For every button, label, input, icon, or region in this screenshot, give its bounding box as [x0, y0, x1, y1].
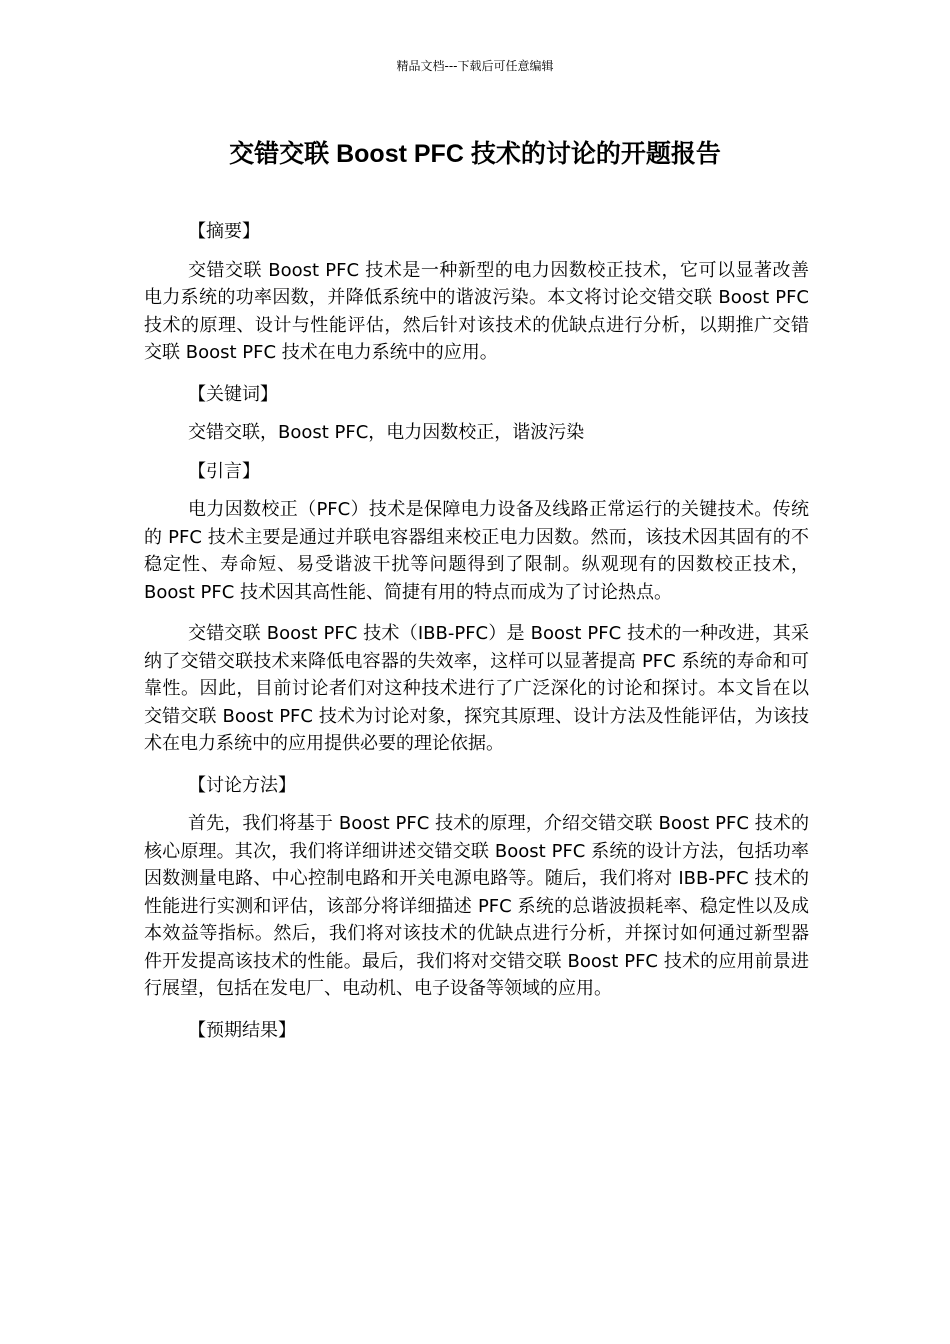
- keywords-paragraph: 交错交联，Boost PFC，电力因数校正，谐波污染: [188, 422, 585, 443]
- introduction-paragraph-1: 电力因数校正（PFC）技术是保障电力设备及线路正常运行的关键技术。传统的 PFC 技术主要是通过并联电容器组来校正电力因数。然而，该技术因其固有的不稳定性、寿命短、易受谐波干扰等问题得到了限制。纵观现有的因数校正技术，Boost PFC 技术因其高性能、简捷有用的特点而成为了讨论热点。: [144, 499, 809, 603]
- method-paragraph: 首先，我们将基于 Boost PFC 技术的原理，介绍交错交联 Boost PFC 技术的核心原理。其次，我们将详细讲述交错交联 Boost PFC 系统的设计方法，包括功率因数测量电路、中心控制电路和开关电源电路等。随后，我们将对 IBB-PFC 技术的性能进行实测和评估，该部分将详细描述 PFC 系统的总谐波损耗率、稳定性以及成本效益等指标。然后，我们将对该技术的优缺点进行分析，并探讨如何通过新型器件开发提高该技术的性能。最后，我们将对交错交联 Boost PFC 技术的应用前景进行展望，包括在发电厂、电动机、电子设备等领域的应用。: [144, 813, 809, 999]
- method-heading: 【讨论方法】: [188, 774, 296, 796]
- document-title: 交错交联 Boost PFC 技术的讨论的开题报告: [229, 140, 721, 168]
- document-body: [144, 218, 809, 1044]
- introduction-paragraph-2: 交错交联 Boost PFC 技术（IBB-PFC）是 Boost PFC 技术的一种改进，其采纳了交错交联技术来降低电容器的失效率，这样可以显著提高 PFC 系统的寿命和可靠性。因此，目前讨论者们对这种技术进行了广泛深化的讨论和探讨。本文旨在以交错交联 Boost PFC 技术为讨论对象，探究其原理、设计方法及性能评估，为该技术在电力系统中的应用提供必要的理论依据。: [144, 623, 809, 754]
- expected-results-heading: 【预期结果】: [188, 1019, 296, 1041]
- page-header-note: 精品文档---下载后可任意编辑: [396, 59, 554, 73]
- keywords-heading: 【关键词】: [188, 383, 278, 405]
- abstract-heading: 【摘要】: [188, 221, 260, 242]
- introduction-heading: 【引言】: [188, 460, 260, 482]
- abstract-paragraph: 交错交联 Boost PFC 技术是一种新型的电力因数校正技术，它可以显著改善电力系统的功率因数，并降低系统中的谐波污染。本文将讨论交错交联 Boost PFC 技术的原理、设计与性能评估，然后针对该技术的优缺点进行分析，以期推广交错交联 Boost PFC 技术在电力系统中的应用。: [144, 259, 809, 363]
